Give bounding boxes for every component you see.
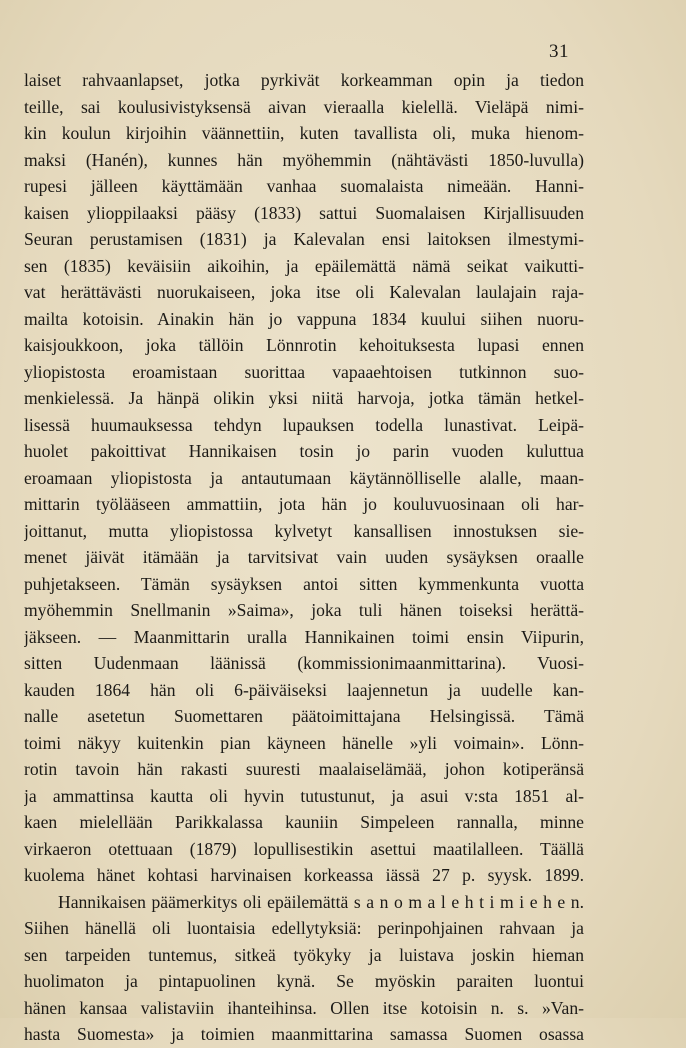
text-line: sen (1835) keväisiin aikoihin, ja epäilemättä nämä seikat vaikutti-: [24, 255, 584, 276]
text-line: puhjetakseen. Tämän sysäyksen antoi sitten kymmenkunta vuotta: [24, 573, 584, 594]
text-line: teille, sai koulusivistyksensä aivan vieraalla kielellä. Vieläpä nimi-: [24, 96, 584, 117]
text-line: kauden 1864 hän oli 6-päiväiseksi laajennetun ja uudelle kan-: [24, 679, 584, 700]
text-line: eroamaan yliopistosta ja antautumaan käytännölliselle alalle, maan-: [24, 467, 584, 488]
body-text: [24, 67, 584, 1048]
text-line: joittanut, mutta yliopistossa kylvetyt kansallisen innostuksen sie-: [24, 520, 584, 541]
text-line: myöhemmin Snellmanin »Saima», joka tuli hänen toiseksi herättä-: [24, 600, 584, 620]
text-line: toimi näkyy kuitenkin pian käyneen hänelle »yli voimain». Lönn-: [24, 732, 584, 753]
page-number: 31: [549, 41, 569, 62]
text-line: menkielessä. Ja hänpä olikin yksi niitä harvoja, jotka tämän hetkel-: [24, 388, 584, 408]
text-line: hasta Suomesta» ja toimien maanmittarina samassa Suomen osassa: [24, 1024, 584, 1044]
text-line: virkaeron otettuaan (1879) lopullisestikin asettui maatilalleen. Täällä: [24, 838, 584, 859]
text-line: vat herättävästi nuorukaiseen, joka itse oli Kalevalan laulajain raja-: [24, 282, 584, 302]
text-line: yliopistosta eroamistaan suorittaa vapaaehtoisen tutkinnon suo-: [24, 361, 584, 382]
text-line: mailta kotoisin. Ainakin hän jo vappuna 1834 kuului siihen nuoru-: [24, 308, 584, 329]
text-line: huolimaton ja pintapuolinen kynä. Se myöskin paraiten luontui: [24, 971, 584, 991]
text-line: lisessä huumauksessa tehdyn lupauksen todella lunastivat. Leipä-: [24, 414, 584, 435]
text-line: Seuran perustamisen (1831) ja Kalevalan ensi laitoksen ilmestymi-: [24, 229, 584, 249]
text-line: Hannikaisen päämerkitys oli epäilemättä s a n o m a l e h t i m i e h e n.: [58, 891, 584, 912]
text-line: sitten Uudenmaan läänissä (kommissionimaanmittarina). Vuosi-: [24, 653, 584, 673]
text-line: Siihen hänellä oli luontaisia edellytyksiä: perinpohjainen rahvaan ja: [24, 918, 584, 938]
text-line: hänen kansaa valistaviin ihanteihinsa. Ollen itse kotoisin n. s. »Van-: [24, 997, 584, 1018]
text-line: ja ammattinsa kautta oli hyvin tutustunut, ja asui v:sta 1851 al-: [24, 785, 584, 806]
text-line: maksi (Hanén), kunnes hän myöhemmin (nähtävästi 1850-luvulla): [24, 149, 584, 170]
text-line: kaen mielellään Parikkalassa kauniin Simpeleen rannalla, minne: [24, 812, 584, 832]
text-line: menet jäivät itämään ja tarvitsivat vain uuden sysäyksen oraalle: [24, 547, 584, 567]
text-line: nalle asetetun Suomettaren päätoimittajana Helsingissä. Tämä: [24, 706, 584, 726]
text-line: kaisjoukkoon, joka tällöin Lönnrotin kehoituksesta lupasi ennen: [24, 335, 584, 355]
text-line: kaisen ylioppilaaksi pääsy (1833) sattui Suomalaisen Kirjallisuuden: [24, 202, 584, 223]
text-line: rupesi jälleen käyttämään vanhaa suomalaista nimeään. Hanni-: [24, 176, 584, 196]
text-line: kuolema hänet kohtasi harvinaisen korkeassa iässä 27 p. syysk. 1899.: [24, 865, 584, 885]
text-line: laiset rahvaanlapset, jotka pyrkivät korkeamman opin ja tiedon: [24, 70, 584, 90]
text-line: huolet pakoittivat Hannikaisen tosin jo parin vuoden kuluttua: [24, 441, 584, 461]
text-line: kin koulun kirjoihin väännettiin, kuten tavallista oli, muka hienom-: [24, 123, 584, 143]
text-line: sen tarpeiden tuntemus, sitkeä työkyky ja luistava joskin hieman: [24, 944, 584, 965]
text-line: rotin tavoin hän rakasti suuresti maalaiselämää, johon kotiperänsä: [24, 759, 584, 779]
text-line: mittarin työlääseen ammattiin, jota hän jo kouluvuosinaan oli har-: [24, 494, 584, 514]
text-line: jäkseen. — Maanmittarin uralla Hannikainen toimi ensin Viipurin,: [24, 626, 584, 647]
